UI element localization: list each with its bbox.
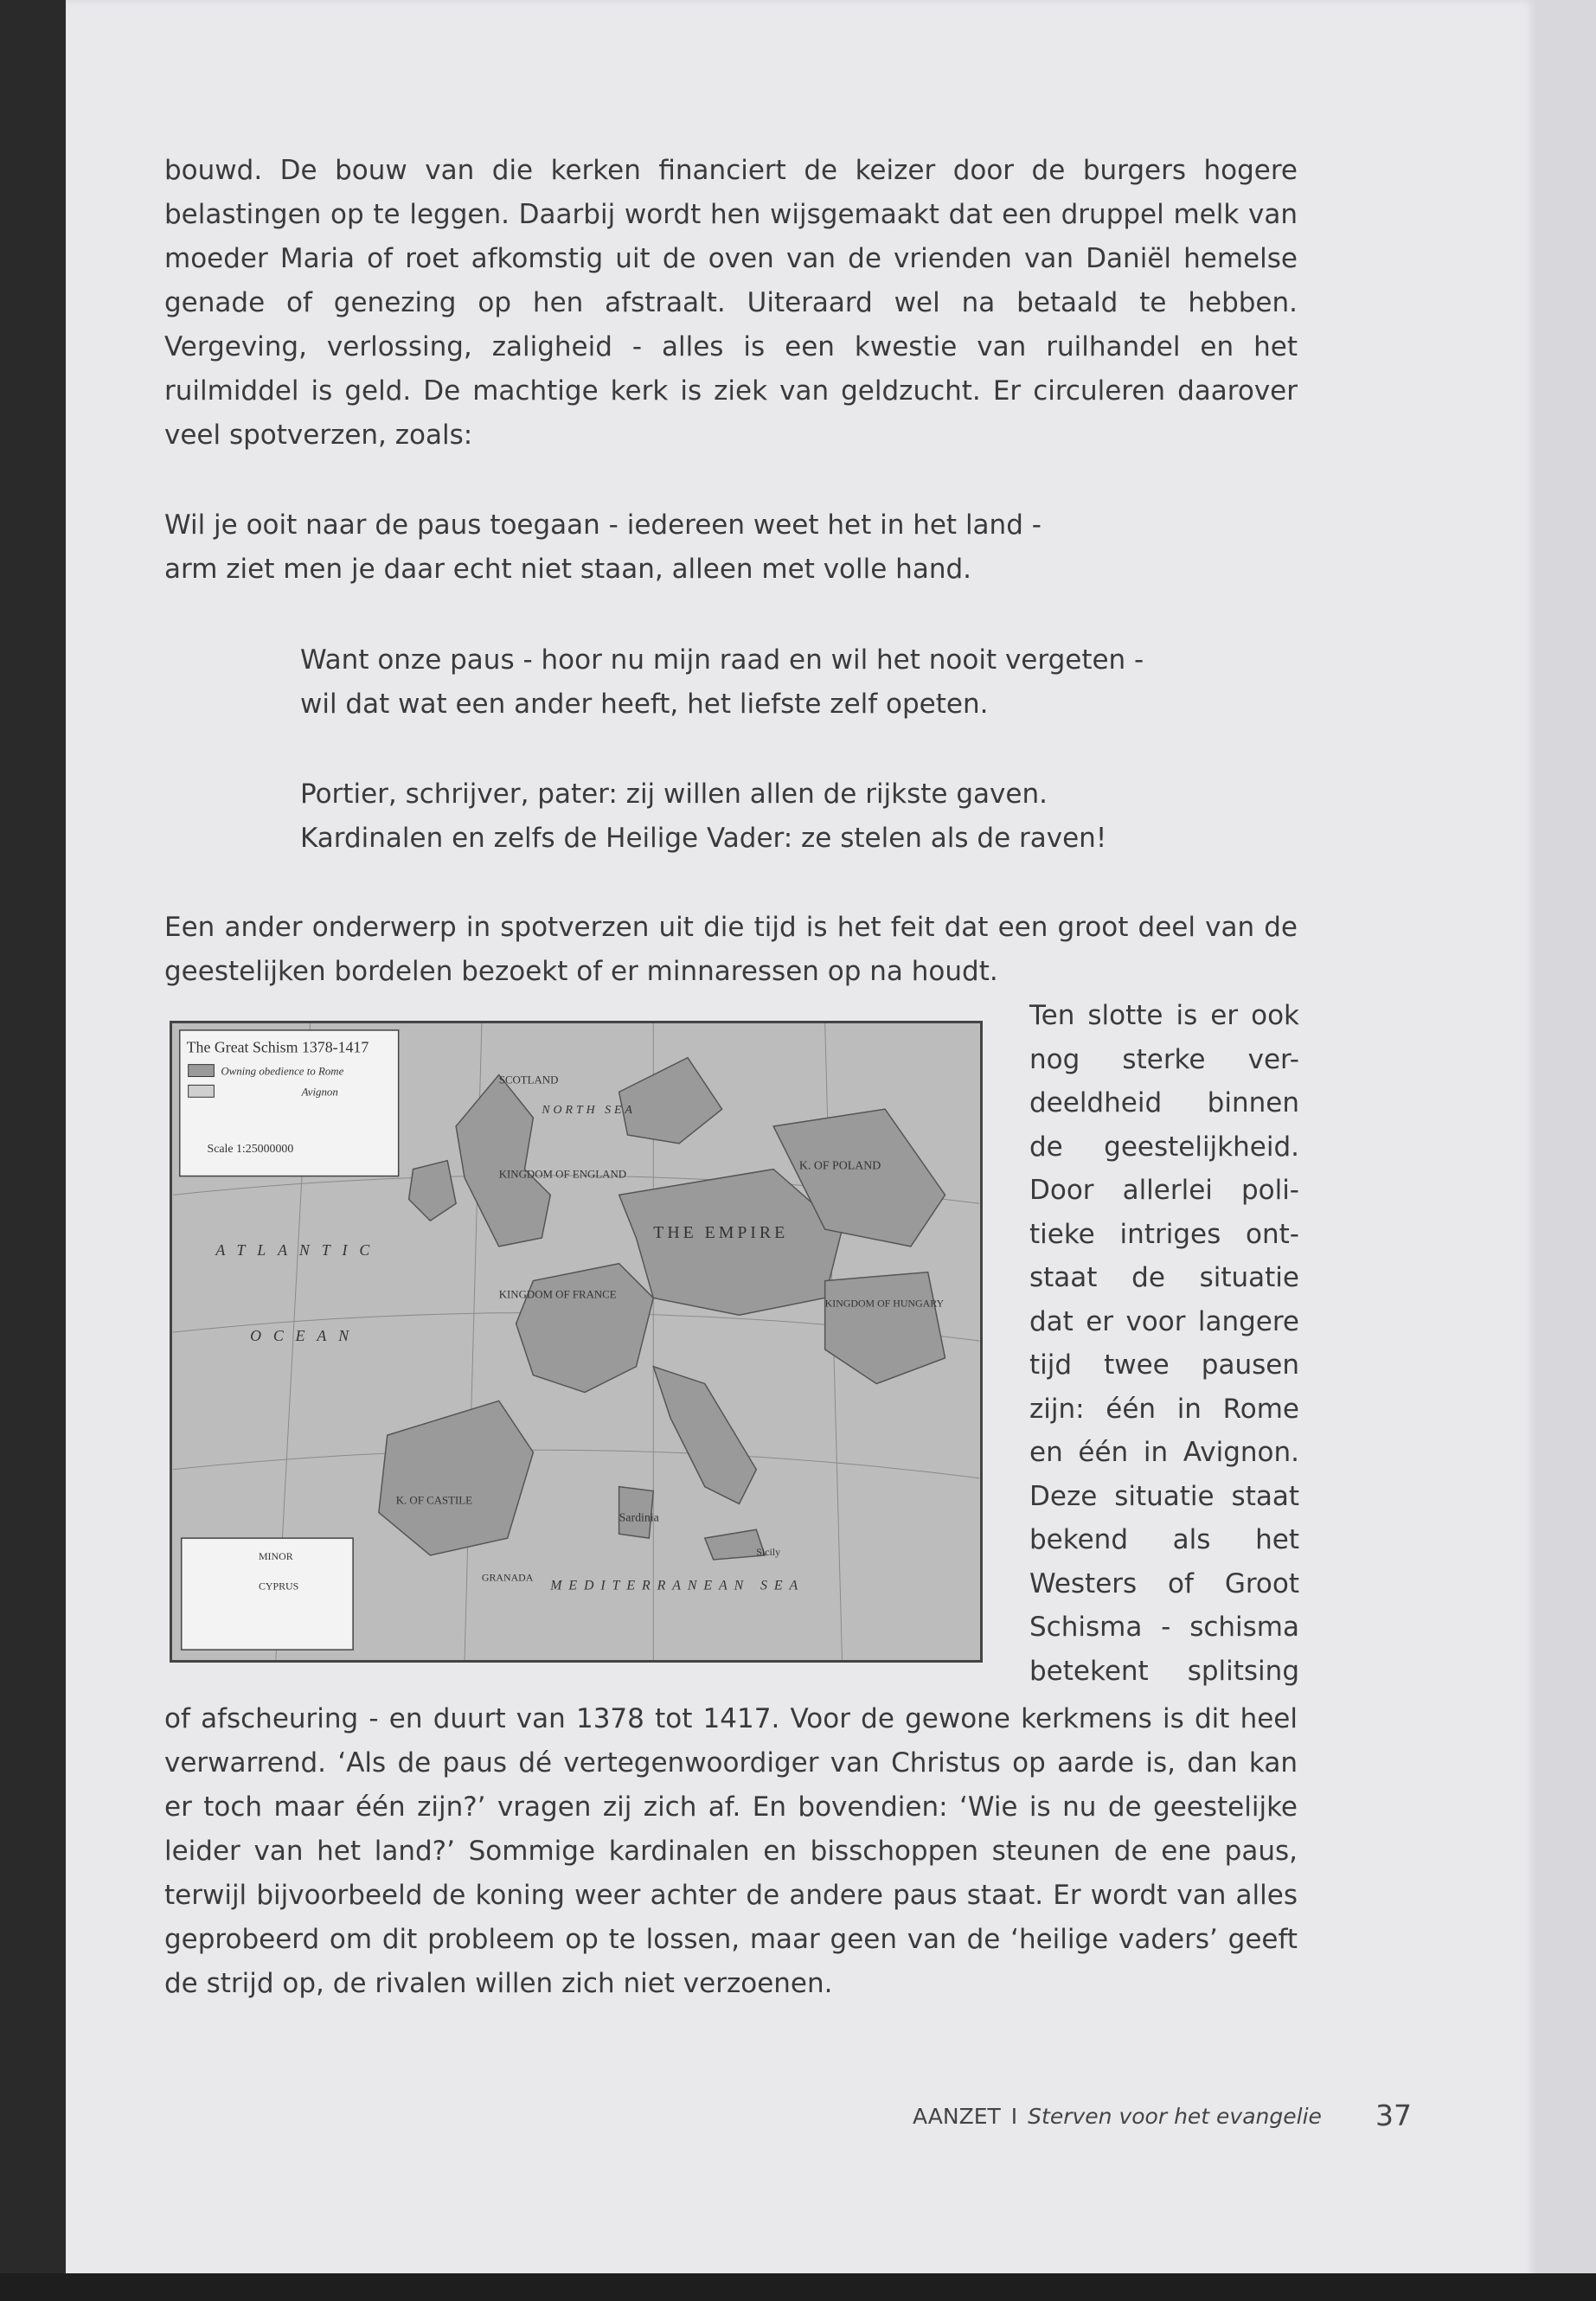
side-line: staat de situatie [1029,1262,1299,1293]
map-label: KINGDOM OF ENGLAND [498,1168,627,1181]
side-column-text [1029,994,1299,1693]
running-footer [913,2104,1322,2129]
paragraph-1: bouwd. De bouw van die kerken financiert de keizer door de burgers hogere belastingen op te leggen. Daarbij wordt hen wijsgemaakt dat een druppel melk van moeder Maria of roet afkomstig uit de oven van de vrienden van Daniël hemelse genade of genezing op hen afstraalt. Uiteraard wel na betaald te hebben. Vergeving, verlossing, zaligheid - alles is een kwestie van ruilhandel en het ruilmiddel is geld. De machtige kerk is ziek van geldzucht. Er circuleren daarover veel spotverzen, zoals: [164,155,1298,451]
map-label: Sicily [756,1545,781,1558]
side-line: tijd twee pausen [1029,1349,1299,1381]
map-legend-title: The Great Schism 1378-1417 [186,1038,369,1056]
side-line: bekend als het [1029,1524,1299,1555]
footer-subtitle: Sterven voor het evangelie [1028,2104,1322,2129]
map-legend-item: Owning obedience to Rome [221,1065,344,1078]
side-line: Ten slotte is er ook [1029,1000,1299,1031]
verse-stanza-3 [300,772,1433,861]
side-line: nog sterke ver- [1029,1043,1299,1075]
paragraph-2: Een ander onderwerp in spotverzen uit die tijd is het feit dat een groot deel van de geestelijken bordelen bezoekt of er minnaressen op na houdt. [164,912,1298,987]
side-line: en één in Avignon. [1029,1437,1299,1468]
verse-line: wil dat wat een ander heeft, het liefste zelf opeten. [300,689,989,720]
footer-section: AANZET [913,2104,1001,2129]
side-line: zijn: één in Rome [1029,1393,1299,1425]
schism-map-figure [170,1021,983,1663]
scan-bottom-edge [0,2273,1596,2301]
side-line: deeldheid binnen [1029,1087,1299,1118]
map-legend-item: Avignon [301,1086,338,1099]
side-line: Deze situatie staat [1029,1480,1299,1512]
map-label: MEDITERRANEAN SEA [550,1578,805,1593]
map-label: KINGDOM OF HUNGARY [824,1297,945,1310]
side-line: Westers of Groot [1029,1567,1299,1599]
map-label: MINOR [258,1549,293,1562]
map-label: CYPRUS [258,1580,299,1593]
paragraph-3: of afscheuring - en duurt van 1378 tot 1417. Voor de gewone kerkmens is dit heel verwarrend. ‘Als de paus dé vertegenwoordiger van Christus op aarde is, dan kan er toch maar één zijn?’ vragen zij zich af. En bovendien: ‘Wie is nu de geestelijke leider van het land?’ Sommige kardinalen en bisschoppen steunen de ene paus, terwijl bijvoorbeeld de koning weer achter de andere paus staat. Er wordt van alles geprobeerd om dit probleem op te lossen, maar geen van de ‘heilige vaders’ geeft de strijd op, de rivalen willen zich niet verzoenen. [164,1703,1298,1999]
verse-line: Want onze paus - hoor nu mijn raad en wil het nooit vergeten - [300,644,1144,676]
verse-stanza-1 [164,503,1298,592]
verse-line: Kardinalen en zelfs de Heilige Vader: ze stelen als de raven! [300,823,1107,854]
map-label: Sardinia [619,1511,659,1525]
verse-stanza-2 [300,638,1433,727]
map-label: KINGDOM OF FRANCE [498,1288,617,1301]
page-edge [1536,0,1596,2301]
side-line: betekent splitsing [1029,1655,1299,1687]
map-label: K. OF POLAND [798,1159,881,1173]
page-number: 37 [1375,2099,1412,2132]
verse-line: arm ziet men je daar echt niet staan, alleen met volle hand. [164,554,971,585]
map-label: THE EMPIRE [653,1222,789,1242]
verse-line: Wil je ooit naar de paus toegaan - iedereen weet het in het land - [164,510,1042,541]
map-label: SCOTLAND [498,1074,559,1086]
map-drawing [172,1023,980,1660]
map-scale: Scale 1:25000000 [207,1142,294,1156]
verse-line: Portier, schrijver, pater: zij willen allen de rijkste gaven. [300,779,1048,810]
side-line: Door allerlei poli- [1029,1175,1299,1206]
side-line: Schisma - schisma [1029,1612,1299,1643]
map-label: ATLANTIC [215,1240,382,1259]
side-line: de geestelijkheid. [1029,1131,1299,1163]
map-label: GRANADA [481,1571,534,1584]
map-label: K. OF CASTILE [395,1494,473,1507]
footer-separator: I [1010,2104,1018,2129]
map-label: NORTH SEA [542,1104,636,1118]
map-label: OCEAN [250,1327,362,1345]
side-line: tieke intriges ont- [1029,1218,1299,1250]
side-line: dat er voor langere [1029,1305,1299,1337]
